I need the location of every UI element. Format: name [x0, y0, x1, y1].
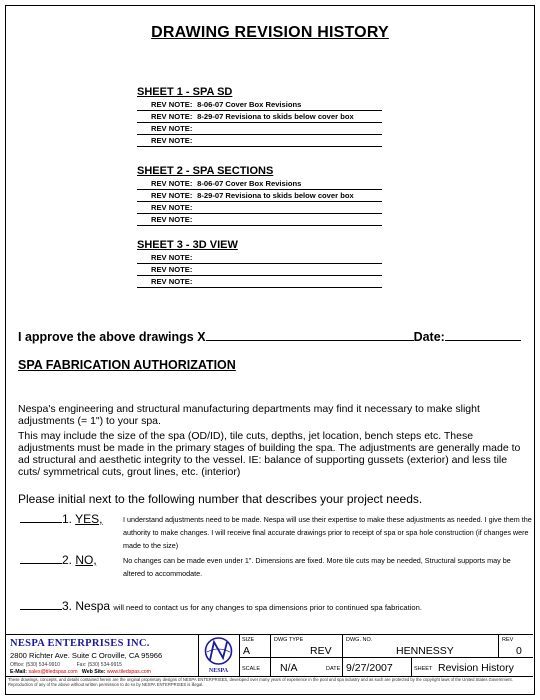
- rev-note-row: REV NOTE: 8-29-07 Revisiona to skids below cover box: [137, 190, 382, 202]
- option-nespa: 3. Nespa will need to contact us for any changes to spa dimensions prior to continued spa fabrication.: [20, 599, 422, 613]
- email-link[interactable]: sales@tiledspas.com: [28, 669, 78, 675]
- rev-value: 0: [516, 645, 522, 657]
- size-value: A: [243, 645, 251, 657]
- rev-note-row: REV NOTE:: [137, 264, 382, 276]
- scale-label: SCALE: [242, 666, 261, 672]
- size-label: SIZE: [242, 637, 255, 643]
- rev-note-row: REV NOTE: 8-06-07 Cover Box Revisions: [137, 99, 382, 111]
- approval-line: [18, 330, 521, 344]
- rev-note-row: REV NOTE:: [137, 135, 382, 147]
- sheet-1-heading: SHEET 1 - SPA SD: [137, 86, 233, 98]
- paragraph-details: This may include the size of the spa (OD/ID), tile cuts, depths, jet location, bench steps etc. These adjustments must be made in the primary stages of building the spa. The adjustments are generally made to ad structural and aesthetic integrity to the vessel. IE: balance of supporting gussets (exterior) and less tile cuts/ symmetrical cuts, grout lines, etc. (interior): [18, 430, 521, 478]
- sheet-3-heading: SHEET 3 - 3D VIEW: [137, 239, 238, 251]
- sheet-label: SHEET: [414, 666, 433, 672]
- website-link[interactable]: www.tiledspas.com: [106, 669, 151, 675]
- divider: [239, 635, 240, 676]
- company-email: E-Mail: sales@tiledspas.com Web Site: www.tiledspas.com: [10, 669, 151, 675]
- divider: [239, 657, 533, 658]
- approval-text: I approve the above drawings X: [18, 330, 206, 344]
- scale-value: N/A: [280, 662, 298, 674]
- divider: [498, 635, 499, 657]
- option-key: Nespa: [75, 599, 111, 613]
- option-yes-text: I understand adjustments need to be made. Nespa will use their expertise to make these adjustments as needed. I give them the authority to make changes. I will receive final accurate drawings prior to receipt of spa or spa hole construction (if changes were made to the size): [123, 515, 532, 550]
- rev-note-row: REV NOTE:: [137, 202, 382, 214]
- sheet-2-heading: SHEET 2 - SPA SECTIONS: [137, 165, 274, 177]
- paragraph-adjustments: Nespa's engineering and structural manufacturing departments may find it necessary to make slight adjustments (= 1") to your spa.: [18, 403, 480, 427]
- company-name: NESPA ENTERPRISES INC.: [10, 638, 150, 649]
- page-title-wrap: [6, 24, 534, 42]
- sheet-3-section: [137, 239, 397, 288]
- option-nespa-text: will need to contact us for any changes to spa dimensions prior to continued spa fabrication.: [113, 603, 422, 612]
- date-field[interactable]: [445, 330, 521, 341]
- sheet-1-section: [137, 86, 397, 147]
- divider: [198, 635, 199, 676]
- company-address: 2800 Richter Ave. Suite C Oroville, CA 95966: [10, 651, 163, 660]
- logo-text: NESPA: [208, 668, 229, 674]
- option-no-text: No changes can be made even under 1". Dimensions are fixed. More tile cuts may be needed, Structural supports may be altered to accommodate.: [123, 556, 511, 578]
- rev-note-row: REV NOTE:: [137, 123, 382, 135]
- option-key: YES,: [75, 512, 103, 526]
- title-block: [6, 634, 533, 693]
- initial-field[interactable]: [20, 600, 62, 610]
- option-yes: 1. YES,: [20, 512, 103, 526]
- copyright-notice: These drawings, concepts, and details contained herein are the original proprietary designs of NESPA ENTERPRISES, developed over many years of experience in the pool and spa industry and as such are protected by the copyright laws of the United States Government. Reproduction of any of the above without written permission to do so by NESPA ENTERPRISES is illegal.: [8, 677, 513, 687]
- fabrication-heading: SPA FABRICATION AUTHORIZATION: [18, 358, 236, 372]
- sheet-value: Revision History: [438, 662, 514, 674]
- dwg-type-label: DWG TYPE: [274, 637, 304, 643]
- divider: [270, 635, 271, 676]
- rev-note-row: REV NOTE:: [137, 276, 382, 288]
- divider: [411, 657, 412, 676]
- initial-field[interactable]: [20, 554, 62, 564]
- page-title: DRAWING REVISION HISTORY: [151, 24, 389, 41]
- dwg-no-value: HENNESSY: [396, 645, 454, 657]
- option-no: 2. NO,: [20, 553, 97, 567]
- date-label: Date:: [413, 330, 445, 344]
- divider: [342, 635, 343, 676]
- option-key: NO,: [75, 553, 97, 567]
- nespa-logo-icon: [202, 636, 235, 674]
- sheet-2-section: [137, 165, 397, 226]
- drawing-sheet: [5, 5, 535, 695]
- initial-field[interactable]: [20, 513, 62, 523]
- rev-label: REV: [502, 637, 514, 643]
- rev-note-row: REV NOTE: 8-29-07 Revisiona to skids below cover box: [137, 111, 382, 123]
- rev-note-row: REV NOTE: 8-06-07 Cover Box Revisions: [137, 178, 382, 190]
- date-label-block: DATE: [326, 666, 341, 672]
- company-phone: Office: (530) 534-9910 Fax: (530) 534-9915: [10, 662, 122, 668]
- date-value: 9/27/2007: [346, 662, 393, 674]
- signature-field[interactable]: [206, 330, 414, 341]
- rev-note-row: REV NOTE:: [137, 252, 382, 264]
- initial-instructions: Please initial next to the following number that describes your project needs.: [18, 492, 423, 506]
- dwg-type-value: REV: [310, 645, 332, 657]
- rev-note-row: REV NOTE:: [137, 214, 382, 226]
- dwg-no-label: DWG. NO.: [346, 637, 373, 643]
